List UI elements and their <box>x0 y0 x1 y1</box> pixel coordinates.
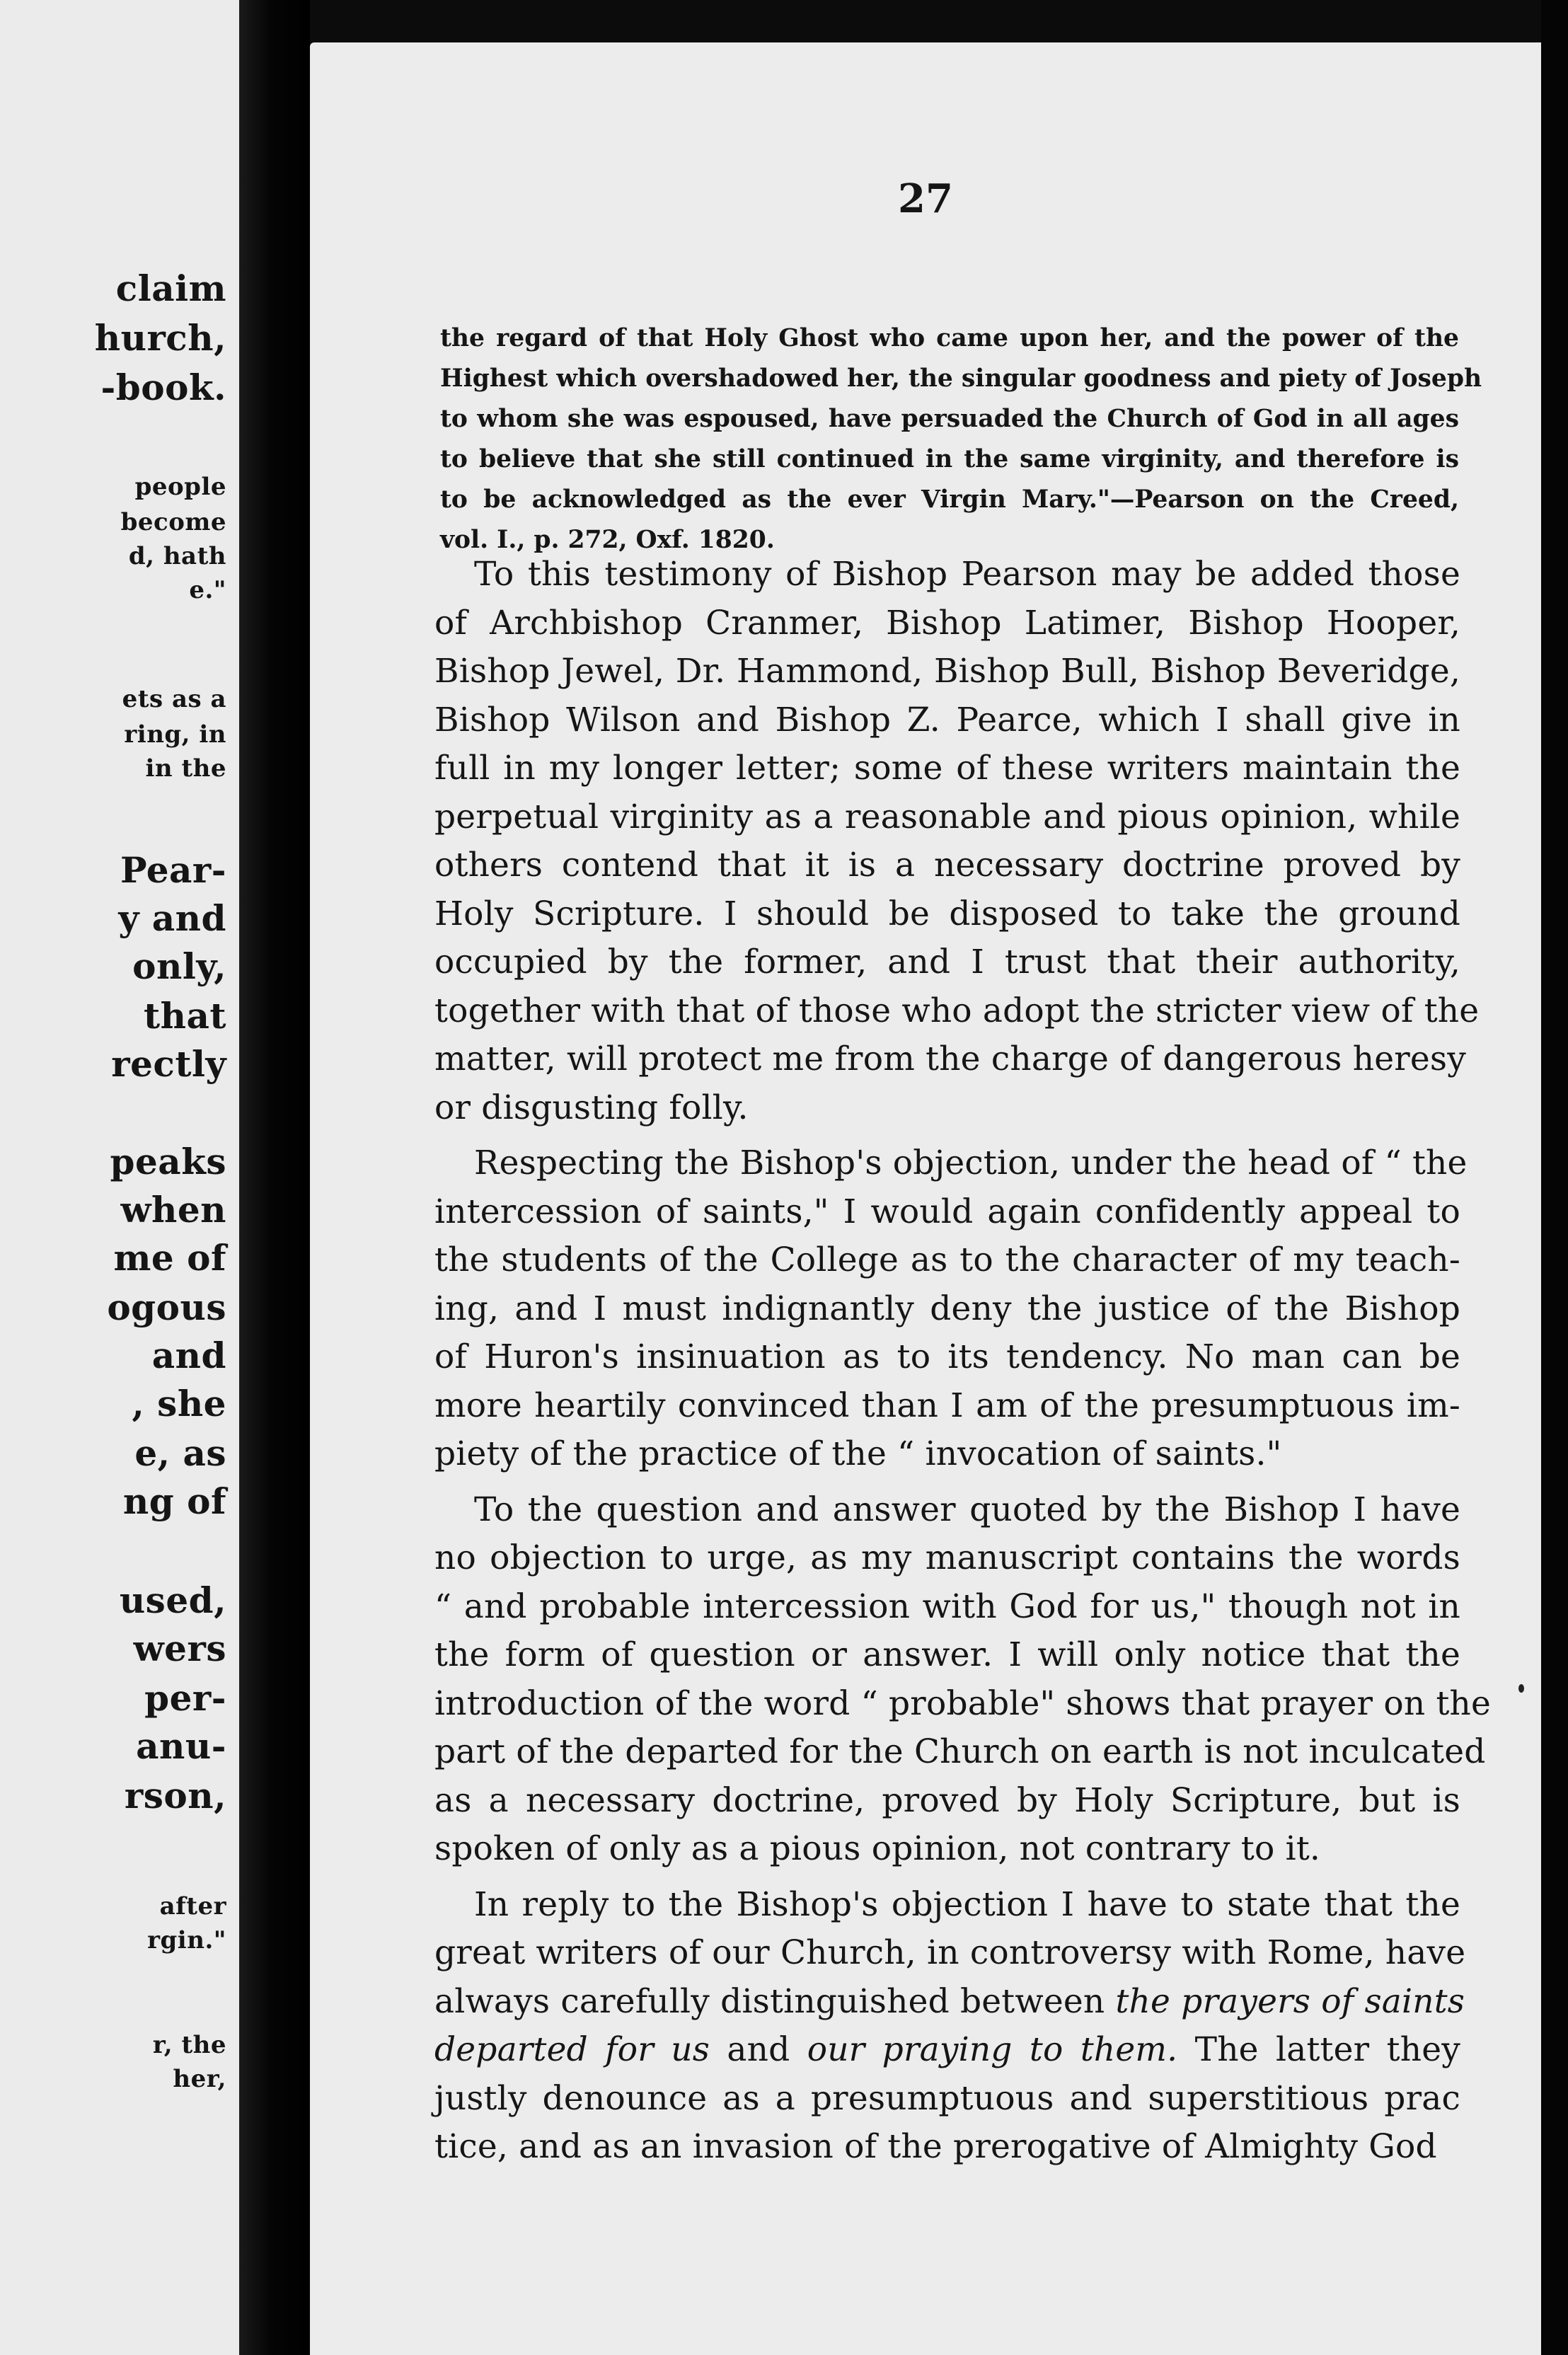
paragraph-line: no objection to urge, as my manuscript contains the words <box>434 1538 1460 1577</box>
previous-page-fragment <box>0 0 239 2355</box>
previous-page-line: ets as a <box>122 685 226 713</box>
previous-page-line: that <box>144 995 226 1037</box>
previous-page-line: me of <box>113 1237 226 1279</box>
previous-page-line: ring, in <box>124 720 226 749</box>
previous-page-line: rectly <box>111 1043 226 1085</box>
book-gutter <box>239 0 310 2355</box>
paragraph-line: tice, and as an invasion of the prerogative of Almighty God <box>434 2127 1437 2166</box>
previous-page-line: claim <box>115 267 226 309</box>
previous-page-line: rgin." <box>147 1926 226 1954</box>
previous-page-line: used, <box>119 1579 226 1621</box>
paragraph-line: the form of question or answer. I will only notice that the <box>434 1635 1460 1674</box>
paragraph-line <box>434 1978 1465 2027</box>
paragraph-line: of Archbishop Cranmer, Bishop Latimer, Bishop Hooper, <box>434 603 1460 643</box>
previous-page-line: e." <box>189 576 226 604</box>
previous-page-line: e, as <box>134 1432 226 1474</box>
previous-page-line: d, hath <box>128 542 226 570</box>
previous-page-line: wers <box>133 1628 226 1669</box>
previous-page-line: r, the <box>152 2031 226 2059</box>
quote-line: to whom she was espoused, have persuaded the Church of God in all ages <box>440 405 1459 433</box>
paragraph-line: perpetual virginity as a reasonable and pious opinion, while <box>434 797 1460 836</box>
paragraph-line: great writers of our Church, in controversy with Rome, have <box>434 1933 1466 1972</box>
previous-page-line: hurch, <box>94 317 226 359</box>
paragraph-line: full in my longer letter; some of these writers maintain the <box>434 749 1460 788</box>
paragraph-line: Holy Scripture. I should be disposed to take the ground <box>434 894 1460 933</box>
quote-line: vol. I., p. 272, Oxf. 1820. <box>440 526 775 554</box>
previous-page-line: peaks <box>110 1141 226 1182</box>
previous-page-line: people <box>134 473 226 501</box>
paragraph-line: introduction of the word “ probable" shows that prayer on the <box>434 1683 1492 1723</box>
text-run: always carefully distinguished between <box>434 1981 1116 2021</box>
paragraph-line: or disgusting folly. <box>434 1088 749 1127</box>
footnote-quotation <box>440 318 1482 560</box>
paragraph-line: as a necessary doctrine, proved by Holy Scripture, but is <box>434 1780 1460 1820</box>
paragraph-line: more heartily convinced than I am of the presumptuous im- <box>434 1386 1460 1425</box>
paragraph-line <box>434 2026 1460 2075</box>
page-number: 27 <box>898 175 953 222</box>
paragraph-line: together with that of those who adopt the stricter view of the <box>434 991 1480 1030</box>
paragraph-line: In reply to the Bishop's objection I have to state that the <box>474 1884 1460 1924</box>
page-edge-shadow <box>1541 0 1568 2355</box>
previous-page-line: anu- <box>136 1725 226 1767</box>
paragraph-line: To this testimony of Bishop Pearson may be added those <box>474 555 1460 594</box>
previous-page-line: rson, <box>124 1775 226 1816</box>
previous-page-line: per- <box>144 1677 226 1719</box>
quote-line: to be acknowledged as the ever Virgin Mary."—Pearson on the Creed, <box>440 485 1459 514</box>
paragraph-line: matter, will protect me from the charge of dangerous heresy <box>434 1040 1466 1078</box>
italic-phrase: our praying to them. <box>807 2030 1178 2069</box>
text-run: and <box>710 2030 807 2069</box>
previous-page-line: ng of <box>122 1480 226 1522</box>
previous-page-line: become <box>120 508 226 536</box>
paragraph-line: justly denounce as a presumptuous and superstitious prac <box>434 2078 1460 2118</box>
paragraph-line: Respecting the Bishop's objection, under the head of “ the <box>474 1144 1468 1182</box>
previous-page-line: in the <box>145 754 226 783</box>
previous-page-line: , she <box>132 1383 226 1424</box>
quote-line: to believe that she still continued in the same virginity, and therefore is <box>440 445 1459 473</box>
previous-page-line: ogous <box>107 1286 226 1328</box>
paragraph-line: intercession of saints," I would again confidently appeal to <box>434 1192 1460 1231</box>
previous-page-line: Pear- <box>120 849 226 891</box>
body-text <box>434 551 1492 2172</box>
paragraph-line: part of the departed for the Church on earth is not inculcated <box>434 1732 1486 1771</box>
italic-phrase: departed for us <box>434 2030 710 2069</box>
page <box>310 42 1541 2355</box>
paragraph-line: the students of the College as to the character of my teach- <box>434 1240 1460 1279</box>
previous-page-line: after <box>159 1892 226 1921</box>
paragraph-line: “ and probable intercession with God for us," though not in <box>434 1587 1460 1626</box>
previous-page-line: her, <box>173 2065 226 2093</box>
paragraph-line: Bishop Wilson and Bishop Z. Pearce, which I shall give in <box>434 700 1460 739</box>
italic-phrase: the prayers of saints <box>1115 1981 1465 2021</box>
paragraph-line: Bishop Jewel, Dr. Hammond, Bishop Bull, Bishop Beveridge, <box>434 652 1460 691</box>
previous-page-line: and <box>151 1335 226 1376</box>
paragraph-line: occupied by the former, and I trust that their authority, <box>434 943 1460 981</box>
paragraph-line: piety of the practice of the “ invocation of saints." <box>434 1434 1282 1473</box>
paragraph-line: spoken of only as a pious opinion, not contrary to it. <box>434 1829 1321 1868</box>
print-speck <box>1518 1684 1524 1693</box>
previous-page-line: only, <box>132 945 226 987</box>
paragraph-line: ing, and I must indignantly deny the justice of the Bishop <box>434 1289 1460 1328</box>
paragraph-line: of Huron's insinuation as to its tendency. No man can be <box>434 1337 1460 1376</box>
paragraph-line: others contend that it is a necessary doctrine proved by <box>434 846 1460 885</box>
previous-page-line: -book. <box>100 367 226 408</box>
text-run: The latter they <box>1177 2030 1460 2069</box>
quote-line: Highest which overshadowed her, the singular goodness and piety of Joseph <box>440 364 1482 393</box>
previous-page-line: y and <box>118 897 226 939</box>
previous-page-line: when <box>120 1189 226 1231</box>
paragraph-line: To the question and answer quoted by the Bishop I have <box>474 1490 1460 1529</box>
quote-line: the regard of that Holy Ghost who came upon her, and the power of the <box>440 324 1459 352</box>
